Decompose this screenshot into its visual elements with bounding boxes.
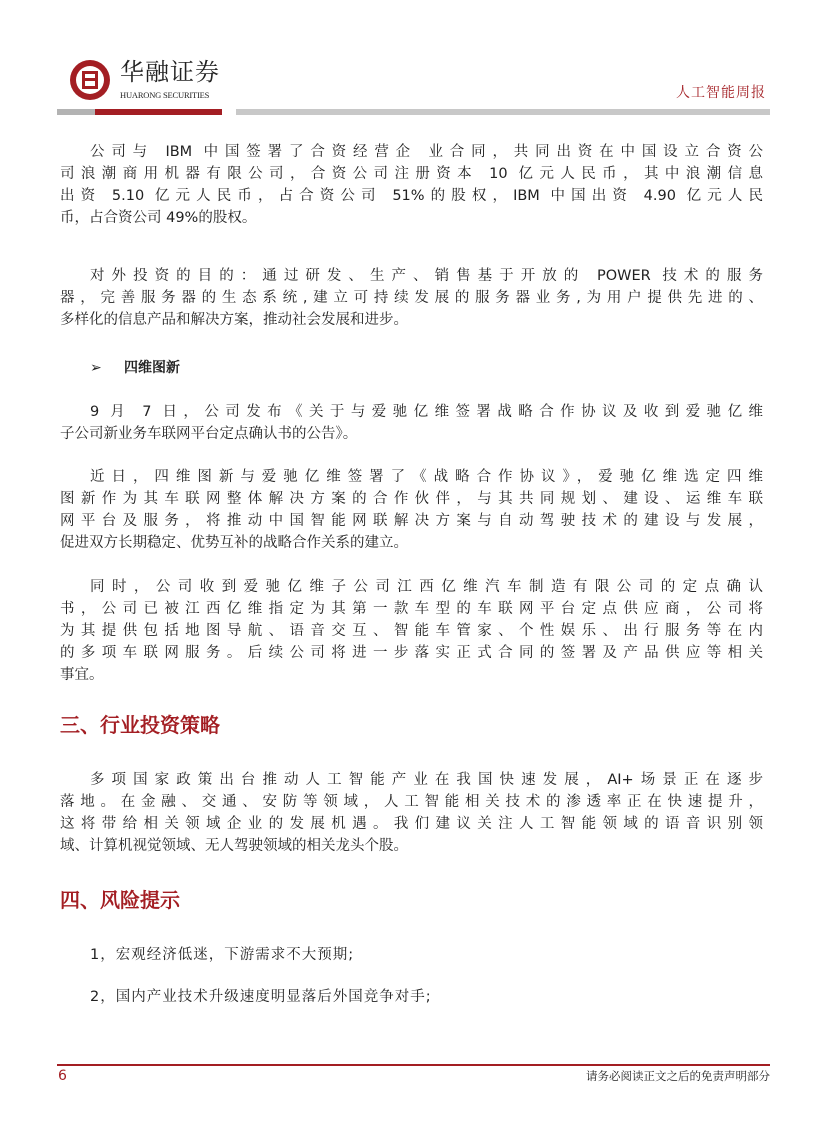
paragraph: [60, 466, 763, 554]
footer-divider: [57, 1064, 770, 1066]
text-line: 事宜。: [60, 667, 104, 683]
text-line: 近日，四维图新与爱驰亿维签署了《战略合作协议》，爱驰亿维选定四维: [90, 469, 763, 485]
text-line: 域、计算机视觉领域、无人驾驶领域的相关龙头个股。: [60, 838, 408, 854]
paragraph: [60, 141, 763, 229]
text-line: 子公司新业务车联网平台定点确认书的公告》。: [60, 426, 358, 442]
text-line: 公司与 IBM 中国签署了合资经营企 业合同，共同出资在中国设立合资公: [90, 144, 763, 160]
text-line: 为其提供包括地图导航、语音交互、智能车管家、个性娱乐、出行服务等在内: [60, 623, 763, 639]
page-number: 6: [58, 1068, 67, 1084]
disclaimer: 请务必阅读正文之后的免责声明部分: [586, 1069, 770, 1083]
header-bar-long: [236, 109, 770, 115]
bullet-heading: [90, 357, 180, 379]
text-line: 器，完善服务器的生态系统,建立可持续发展的服务器业务,为用户提供先进的、: [60, 290, 763, 306]
header-bar-gray: [57, 109, 95, 115]
text-line: 图新作为其车联网整体解决方案的合作伙伴，与其共同规划、建设、运维车联: [60, 491, 763, 507]
text-line: 多项国家政策出台推动人工智能产业在我国快速发展，AI+场景正在逐步: [90, 772, 763, 788]
text-line: 同时，公司收到爱驰亿维子公司江西亿维汽车制造有限公司的定点确认: [90, 579, 763, 595]
text-line: 司浪潮商用机器有限公司，合资公司注册资本 10 亿元人民币，其中浪潮信息: [60, 166, 763, 182]
risk-item: 2，国内产业技术升级速度明显落后外国竞争对手;: [90, 989, 432, 1005]
risk-item: 1，宏观经济低迷，下游需求不大预期;: [90, 947, 355, 963]
text-line: 网平台及服务，将推动中国智能网联解决方案与自动驾驶技术的建设与发展，: [60, 513, 763, 529]
paragraph: [60, 265, 763, 331]
text-line: 书，公司已被江西亿维指定为其第一款车型的车联网平台定点供应商，公司将: [60, 601, 763, 617]
text-line: 的多项车联网服务。后续公司将进一步落实正式合同的签署及产品供应等相关: [60, 645, 763, 661]
paragraph: [60, 576, 763, 686]
header-bar-red: [95, 109, 222, 115]
paragraph: [60, 401, 763, 445]
report-title: 人工智能周报: [676, 85, 766, 101]
text-line: 落地。在金融、交通、安防等领域，人工智能相关技术的渗透率正在快速提升，: [60, 794, 763, 810]
text-line: 出资 5.10 亿元人民币，占合资公司 51%的股权，IBM 中国出资 4.90 亿元人民: [60, 188, 763, 204]
brand-name-en: HUARONG SECURITIES: [120, 90, 210, 100]
paragraph: [60, 769, 763, 857]
section-heading: 三、行业投资策略: [60, 713, 220, 737]
brand-name: 华融证券: [120, 58, 220, 86]
text-line: 对外投资的目的：通过研发、生产、销售基于开放的 POWER 技术的服务: [90, 268, 763, 284]
arrow-bullet-icon: ➢: [90, 360, 102, 376]
bullet-title: 四维图新: [124, 360, 180, 376]
logo-icon: [70, 60, 110, 100]
text-line: 币，占合资公司 49%的股权。: [60, 210, 257, 226]
text-line: 促进双方长期稳定、优势互补的战略合作关系的建立。: [60, 535, 408, 551]
text-line: 9 月 7 日，公司发布《关于与爱驰亿维签署战略合作协议及收到爱驰亿维: [90, 404, 763, 420]
section-heading: 四、风险提示: [60, 888, 180, 912]
text-line: 多样化的信息产品和解决方案，推动社会发展和进步。: [60, 312, 408, 328]
text-line: 这将带给相关领域企业的发展机遇。我们建议关注人工智能领域的语音识别领: [60, 816, 763, 832]
